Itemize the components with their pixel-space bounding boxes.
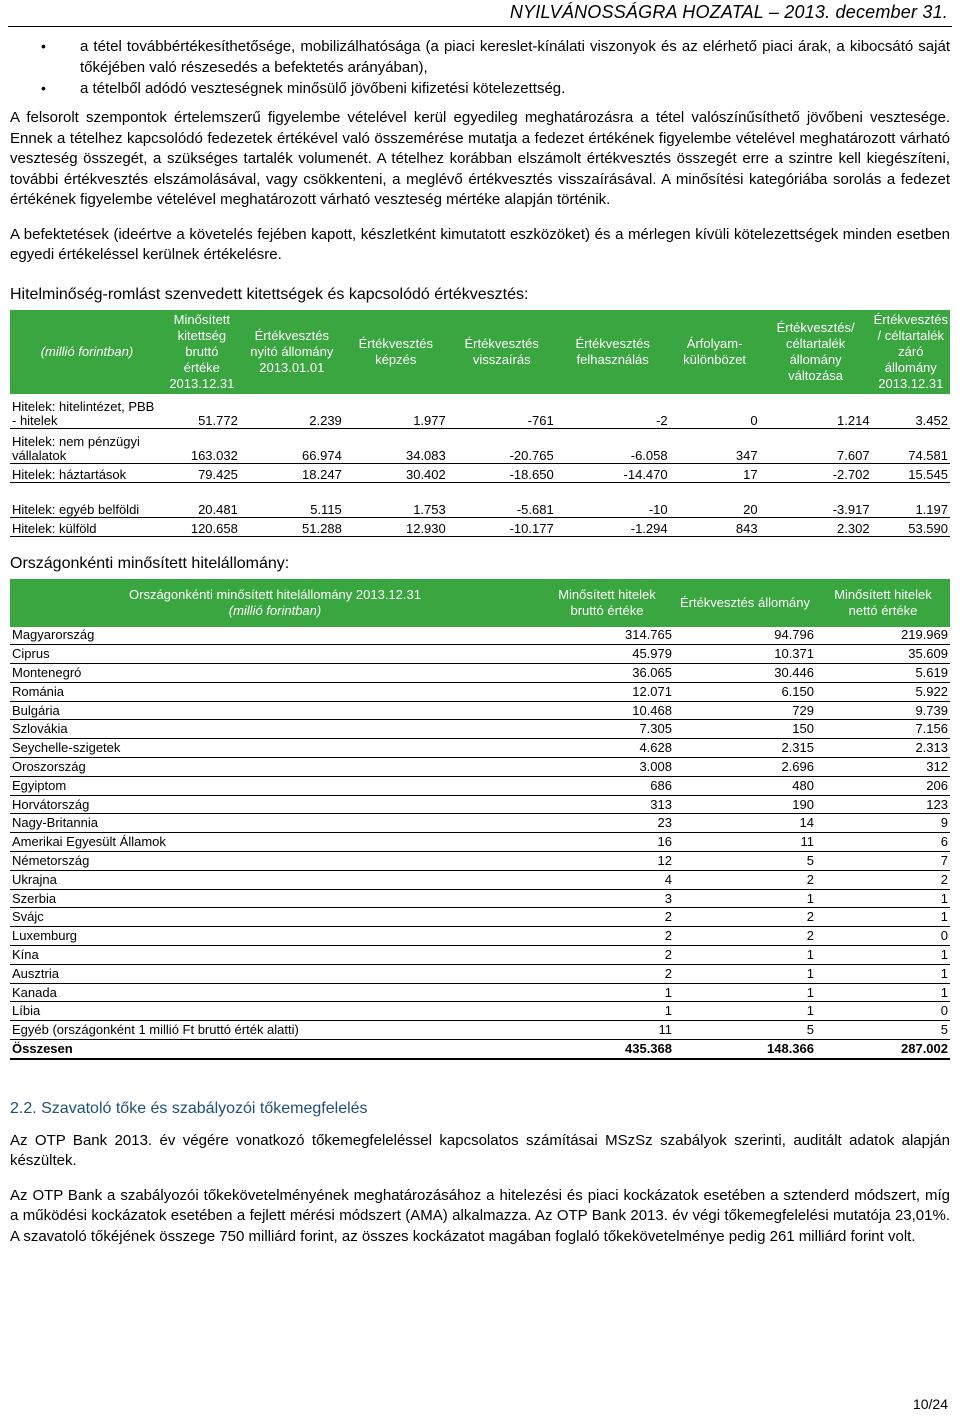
table-cell: 2.696 xyxy=(674,758,816,777)
table-cell: 843 xyxy=(670,517,760,536)
table-cell: 1.753 xyxy=(344,482,448,517)
table2-body xyxy=(10,627,950,1059)
column-header: Értékvesztés/ céltartalék állomány változása xyxy=(760,310,872,394)
table-cell: -1.294 xyxy=(556,517,670,536)
row-label: Németország xyxy=(10,852,540,871)
table-cell: 11 xyxy=(540,1021,674,1040)
table-cell: 7.156 xyxy=(816,720,950,739)
table-cell: 729 xyxy=(674,701,816,720)
header-rule xyxy=(8,26,952,27)
table-cell: 51.772 xyxy=(164,394,240,429)
row-label: Hitelek: egyéb belföldi xyxy=(10,482,164,517)
table-cell: 79.425 xyxy=(164,463,240,482)
table-cell: 2.239 xyxy=(240,394,344,429)
table-cell: 5 xyxy=(674,1021,816,1040)
table-cell: 10.468 xyxy=(540,701,674,720)
table-cell: 287.002 xyxy=(816,1040,950,1059)
table-cell: 12 xyxy=(540,852,674,871)
row-label: Luxemburg xyxy=(10,927,540,946)
table-cell: 2 xyxy=(540,927,674,946)
table-cell: 5 xyxy=(816,1021,950,1040)
column-header: Minősített kitettség bruttó értéke 2013.12.31 xyxy=(164,310,240,394)
table-cell: 11 xyxy=(674,833,816,852)
row-label: Románia xyxy=(10,682,540,701)
table-cell: 51.288 xyxy=(240,517,344,536)
column-header xyxy=(10,579,540,627)
header-title: Országonkénti minősített hitelállomány 2013.12.31 xyxy=(129,586,421,602)
column-header: Árfolyam-különbözet xyxy=(670,310,760,394)
page-header: NYILVÁNOSSÁGRA HOZATAL – 2013. december 31. xyxy=(509,2,948,22)
row-label: Oroszország xyxy=(10,758,540,777)
row-label: Nagy-Britannia xyxy=(10,814,540,833)
page-content xyxy=(10,36,950,1247)
table-cell: 347 xyxy=(670,428,760,463)
table-cell: 148.366 xyxy=(674,1040,816,1059)
table-row xyxy=(10,394,950,429)
column-header: Minősített hitelek bruttó értéke xyxy=(540,579,674,627)
table-cell: 2 xyxy=(674,927,816,946)
impaired-exposures-table xyxy=(10,310,950,537)
table-cell: 6 xyxy=(816,833,950,852)
section-heading: 2.2. Szavatoló tőke és szabályozói tőkemegfelelés xyxy=(10,1099,368,1117)
row-label: Ausztria xyxy=(10,964,540,983)
country-loans-table xyxy=(10,579,950,1060)
table-row xyxy=(10,701,950,720)
row-label: Hitelek: külföld xyxy=(10,517,164,536)
table-row xyxy=(10,645,950,664)
bullet-item: • a tételből adódó veszteségnek minősülő jövőbeni kifizetési kötelezettség. xyxy=(10,78,950,99)
row-label: Hitelek: nem pénzügyi vállalatok xyxy=(10,428,164,463)
table-cell: -18.650 xyxy=(448,463,556,482)
table-cell: -2.702 xyxy=(760,463,872,482)
table-cell: 1 xyxy=(540,983,674,1002)
table-cell: 9 xyxy=(816,814,950,833)
table-row xyxy=(10,889,950,908)
table-header-row xyxy=(10,310,950,394)
table-cell: 9.739 xyxy=(816,701,950,720)
table-cell: -10.177 xyxy=(448,517,556,536)
table-cell: 20 xyxy=(670,482,760,517)
table-cell: 1 xyxy=(540,1002,674,1021)
table-cell: 5 xyxy=(674,852,816,871)
table-cell: 4 xyxy=(540,870,674,889)
row-label: Seychelle-szigetek xyxy=(10,739,540,758)
table-cell: 20.481 xyxy=(164,482,240,517)
table-row xyxy=(10,795,950,814)
table-cell: 1.977 xyxy=(344,394,448,429)
table-cell: 1.214 xyxy=(760,394,872,429)
table-cell: 123 xyxy=(816,795,950,814)
column-header: Minősített hitelek nettó értéke xyxy=(816,579,950,627)
column-header: (millió forintban) xyxy=(10,310,164,394)
table-cell: 3.008 xyxy=(540,758,674,777)
table-row xyxy=(10,739,950,758)
table-cell: 3 xyxy=(540,889,674,908)
table1-body xyxy=(10,394,950,537)
table-cell: 74.581 xyxy=(872,428,950,463)
table-cell: 5.922 xyxy=(816,682,950,701)
table-cell: 1 xyxy=(816,964,950,983)
table-cell: 1 xyxy=(674,964,816,983)
table-cell: 219.969 xyxy=(816,627,950,645)
table-cell: 2 xyxy=(674,908,816,927)
table-cell: 1 xyxy=(816,908,950,927)
table-cell: 6.150 xyxy=(674,682,816,701)
table-cell: 0 xyxy=(816,927,950,946)
table-cell: 36.065 xyxy=(540,664,674,683)
table-row xyxy=(10,927,950,946)
row-label: Ukrajna xyxy=(10,870,540,889)
table-cell: 1 xyxy=(674,946,816,965)
row-label: Összesen xyxy=(10,1040,540,1059)
table-cell: -3.917 xyxy=(760,482,872,517)
table-cell: -6.058 xyxy=(556,428,670,463)
page-number: 10/24 xyxy=(912,1396,948,1412)
table-cell: 5.115 xyxy=(240,482,344,517)
table-row xyxy=(10,1021,950,1040)
column-header: Értékvesztés visszaírás xyxy=(448,310,556,394)
table-cell: 1 xyxy=(674,1002,816,1021)
table-header-row xyxy=(10,579,950,627)
paragraph: A befektetések (ideértve a követelés fejében kapott, készletként kimutatott eszközöket) és a mérlegen kívüli kötelezettségek minden esetben egyedi értékeléssel kerülnek értékelésre. xyxy=(10,225,950,263)
table-cell: 2.315 xyxy=(674,739,816,758)
column-header: Értékvesztés felhasználás xyxy=(556,310,670,394)
table-cell: 190 xyxy=(674,795,816,814)
table-cell: 2 xyxy=(816,870,950,889)
table-row xyxy=(10,833,950,852)
table-row xyxy=(10,463,950,482)
table-cell: 0 xyxy=(670,394,760,429)
table-row xyxy=(10,627,950,645)
table-cell: 30.446 xyxy=(674,664,816,683)
table-cell: 480 xyxy=(674,776,816,795)
bullet-list xyxy=(10,36,950,99)
table-cell: 35.609 xyxy=(816,645,950,664)
paragraph: A felsorolt szempontok értelemszerű figyelembe vételével kerül egyedileg meghatározásra a tétel valószínűsíthető jövőbeni vesztesége. Ennek a tételhez kapcsolódó fedezetek értékével való összemérése mutatja a fedezet értékének figyelembe vételével meghatározott várható veszteség összegét, a szükséges tartalék volumenét. A tételhez korábban elszámolt értékvesztés összegét erre a szintre kell kiegészíteni, további értékvesztés elszámolásával, vagy csökkenteni, a meglévő értékvesztés visszaírásával. A minősítési kategóriába sorolás a fedezet értékének figyelembe vételével meghatározott várható veszteség mértéke alapján történik. xyxy=(10,109,950,208)
table-cell: 2 xyxy=(674,870,816,889)
table-cell: 120.658 xyxy=(164,517,240,536)
table-cell: 3.452 xyxy=(872,394,950,429)
table-cell: 17 xyxy=(670,463,760,482)
paragraph: Az OTP Bank a szabályozói tőkekövetelményének meghatározásához a hitelezési és piaci kockázatok esetében a sztenderd módszert, míg a működési kockázatok esetében a fejlett mérési módszert (AMA) alkalmazza. Az OTP Bank 2013. év végi tőkemegfelelési mutatója 23,01%. A szavatoló tőkéjének összege 750 milliárd forint, az összes kockázatot magában foglaló tőkekövetelménye pedig 261 milliárd forint volt. xyxy=(10,1186,950,1245)
bullet-item: • a tétel továbbértékesíthetősége, mobilizálhatósága (a piaci kereslet-kínálati viszonyok és az elérhető piaci árak, a kibocsátó saját tőkéjében való részesedés a befektetés arányában), xyxy=(10,36,950,78)
row-label: Montenegró xyxy=(10,664,540,683)
table-cell: 12.930 xyxy=(344,517,448,536)
table-cell: 66.974 xyxy=(240,428,344,463)
table-cell: 14 xyxy=(674,814,816,833)
table1-caption: Hitelminőség-romlást szenvedett kitettségek és kapcsolódó értékvesztés: xyxy=(10,285,529,303)
column-header: Értékvesztés állomány xyxy=(674,579,816,627)
table-cell: -14.470 xyxy=(556,463,670,482)
table-cell: 0 xyxy=(816,1002,950,1021)
table-cell: 1 xyxy=(816,946,950,965)
table-cell: 312 xyxy=(816,758,950,777)
table-cell: -2 xyxy=(556,394,670,429)
table-cell: 45.979 xyxy=(540,645,674,664)
paragraph: Az OTP Bank 2013. év végére vonatkozó tőkemegfeleléssel kapcsolatos számításai MSzSz szabályok szerinti, auditált adatok alapján készültek. xyxy=(10,1131,950,1170)
table-cell: 1 xyxy=(674,983,816,1002)
table-row xyxy=(10,983,950,1002)
row-label: Kína xyxy=(10,946,540,965)
table-cell: 30.402 xyxy=(344,463,448,482)
table-cell: 2 xyxy=(540,946,674,965)
table-cell: 7 xyxy=(816,852,950,871)
table-row xyxy=(10,870,950,889)
row-label: Svájc xyxy=(10,908,540,927)
table-row xyxy=(10,720,950,739)
table-cell: -10 xyxy=(556,482,670,517)
table-cell: 686 xyxy=(540,776,674,795)
table-row xyxy=(10,517,950,536)
table-cell: 2 xyxy=(540,964,674,983)
table-cell: 1.197 xyxy=(872,482,950,517)
table-cell: 7.305 xyxy=(540,720,674,739)
row-label: Bulgária xyxy=(10,701,540,720)
table-cell: 1 xyxy=(816,983,950,1002)
row-label: Horvátország xyxy=(10,795,540,814)
table-cell: 53.590 xyxy=(872,517,950,536)
header-unit: (millió forintban) xyxy=(228,602,322,618)
table-cell: 4.628 xyxy=(540,739,674,758)
table-row xyxy=(10,1002,950,1021)
row-label: Amerikai Egyesült Államok xyxy=(10,833,540,852)
table-row xyxy=(10,814,950,833)
table-cell: 2.302 xyxy=(760,517,872,536)
table-row xyxy=(10,776,950,795)
table-cell: 12.071 xyxy=(540,682,674,701)
table-cell: 1 xyxy=(674,889,816,908)
column-header: Értékvesztés / céltartalék záró állomány 2013.12.31 xyxy=(872,310,950,394)
table-cell: 16 xyxy=(540,833,674,852)
table-cell: 34.083 xyxy=(344,428,448,463)
row-label: Szlovákia xyxy=(10,720,540,739)
row-label: Szerbia xyxy=(10,889,540,908)
table-row xyxy=(10,852,950,871)
table-cell: 313 xyxy=(540,795,674,814)
table-cell: 18.247 xyxy=(240,463,344,482)
row-label: Hitelek: hitelintézet, PBB - hitelek xyxy=(10,394,164,429)
table-row xyxy=(10,682,950,701)
table-cell: -20.765 xyxy=(448,428,556,463)
table-cell: 94.796 xyxy=(674,627,816,645)
row-label: Egyiptom xyxy=(10,776,540,795)
table-cell: 150 xyxy=(674,720,816,739)
table-cell: 314.765 xyxy=(540,627,674,645)
table2-caption: Országonkénti minősített hitelállomány: xyxy=(10,554,290,572)
table-row xyxy=(10,758,950,777)
table-row xyxy=(10,664,950,683)
table-cell: 23 xyxy=(540,814,674,833)
table-total-row xyxy=(10,1040,950,1059)
table-row xyxy=(10,428,950,463)
table-cell: 435.368 xyxy=(540,1040,674,1059)
table-cell: 15.545 xyxy=(872,463,950,482)
column-header: Értékvesztés nyitó állomány 2013.01.01 xyxy=(240,310,344,394)
table-cell: 2.313 xyxy=(816,739,950,758)
table-row xyxy=(10,946,950,965)
column-header: Értékvesztés képzés xyxy=(344,310,448,394)
row-label: Magyarország xyxy=(10,627,540,645)
table-cell: 206 xyxy=(816,776,950,795)
table-row xyxy=(10,908,950,927)
table-cell: -5.681 xyxy=(448,482,556,517)
table-row xyxy=(10,482,950,517)
row-label: Ciprus xyxy=(10,645,540,664)
table-cell: 2 xyxy=(540,908,674,927)
row-label: Líbia xyxy=(10,1002,540,1021)
table-cell: -761 xyxy=(448,394,556,429)
table-cell: 163.032 xyxy=(164,428,240,463)
row-label: Hitelek: háztartások xyxy=(10,463,164,482)
table-row xyxy=(10,964,950,983)
row-label: Egyéb (országonként 1 millió Ft bruttó érték alatti) xyxy=(10,1021,540,1040)
table-cell: 7.607 xyxy=(760,428,872,463)
row-label: Kanada xyxy=(10,983,540,1002)
table-cell: 5.619 xyxy=(816,664,950,683)
table-cell: 10.371 xyxy=(674,645,816,664)
table-cell: 1 xyxy=(816,889,950,908)
